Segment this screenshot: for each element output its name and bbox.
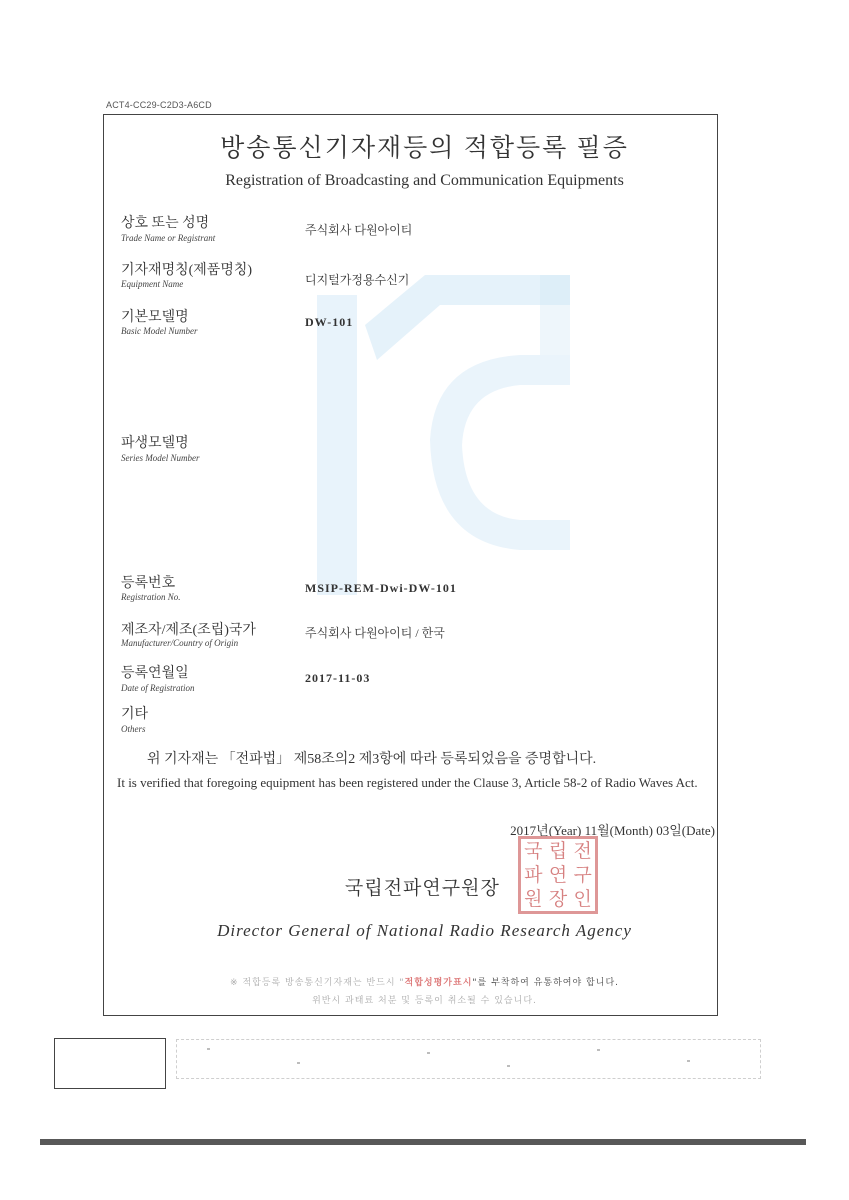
label-registration-no: 등록번호 <box>121 576 176 591</box>
label-trade-name-en: Trade Name or Registrant <box>121 233 216 243</box>
label-trade-name: 상호 또는 성명 <box>121 216 210 231</box>
label-manufacturer-en: Manufacturer/Country of Origin <box>121 638 239 648</box>
scan-speck <box>507 1065 510 1067</box>
seal-char: 립 <box>548 839 568 862</box>
label-others-en: Others <box>121 724 146 734</box>
label-manufacturer: 제조자/제조(조립)국가 <box>121 623 256 638</box>
statement-english: It is verified that foregoing equipment has been registered under the Clause 3, Article 58-2 of Radio Waves Act. <box>117 775 698 790</box>
document-code: ACT4-CC29-C2D3-A6CD <box>106 100 212 110</box>
official-seal <box>518 836 598 914</box>
issuer-korean: 국립전파연구원장 <box>345 878 500 899</box>
seal-char: 장 <box>548 887 568 910</box>
scan-speck <box>687 1060 690 1062</box>
scan-speck <box>427 1052 430 1054</box>
label-others: 기타 <box>121 707 149 722</box>
label-basic-model-en: Basic Model Number <box>121 326 198 336</box>
scan-speck <box>597 1049 600 1051</box>
label-registration-date: 등록연월일 <box>121 666 189 681</box>
notice-line-1 <box>0 975 849 988</box>
notice-text-post: "를 부착하여 유통하여야 합니다. <box>472 978 619 988</box>
value-trade-name: 주식회사 다원아이티 <box>305 223 413 237</box>
label-registration-no-en: Registration No. <box>121 592 181 602</box>
value-registration-no: MSIP-REM-Dwi-DW-101 <box>305 581 457 595</box>
scan-speck <box>297 1062 300 1064</box>
notice-text-pre: ※ 적합등록 방송통신기자재는 반드시 " <box>229 978 405 988</box>
seal-char: 인 <box>573 887 592 910</box>
notice-emphasis: 적합성평가표시 <box>404 978 473 988</box>
certificate-title-english: Registration of Broadcasting and Communication Equipments <box>225 172 624 189</box>
label-series-model: 파생모델명 <box>121 436 189 451</box>
label-basic-model: 기본모델명 <box>121 310 189 325</box>
stamp-box <box>54 1038 166 1089</box>
scan-speck <box>207 1048 210 1050</box>
label-series-model-en: Series Model Number <box>121 453 200 463</box>
seal-char: 파 <box>524 863 543 886</box>
value-basic-model: DW-101 <box>305 315 354 329</box>
issue-date: 2017년(Year) 11월(Month) 03일(Date) <box>510 823 715 838</box>
seal-char: 국 <box>524 839 543 862</box>
label-equipment-name-en: Equipment Name <box>121 279 184 289</box>
value-manufacturer: 주식회사 다원아이티 / 한국 <box>305 626 445 640</box>
seal-char: 연 <box>548 863 568 886</box>
redacted-strip <box>176 1039 761 1079</box>
label-equipment-name: 기자재명칭(제품명칭) <box>121 263 253 278</box>
value-equipment-name: 디지털가정용수신기 <box>305 273 410 287</box>
statement-korean: 위 기자재는 「전파법」 제58조의2 제3항에 따라 등록되었음을 증명합니다. <box>147 752 597 767</box>
seal-char: 구 <box>573 863 592 886</box>
certificate-title-korean: 방송통신기자재등의 적합등록 필증 <box>220 135 629 162</box>
notice-line-2: 위반시 과태료 처분 및 등록이 취소될 수 있습니다. <box>312 996 537 1006</box>
label-registration-date-en: Date of Registration <box>121 683 195 693</box>
issuer-english: Director General of National Radio Research Agency <box>217 921 632 940</box>
seal-char: 원 <box>524 887 543 910</box>
value-registration-date: 2017-11-03 <box>305 671 371 685</box>
footer-bar <box>40 1139 806 1145</box>
seal-char: 전 <box>573 839 592 862</box>
